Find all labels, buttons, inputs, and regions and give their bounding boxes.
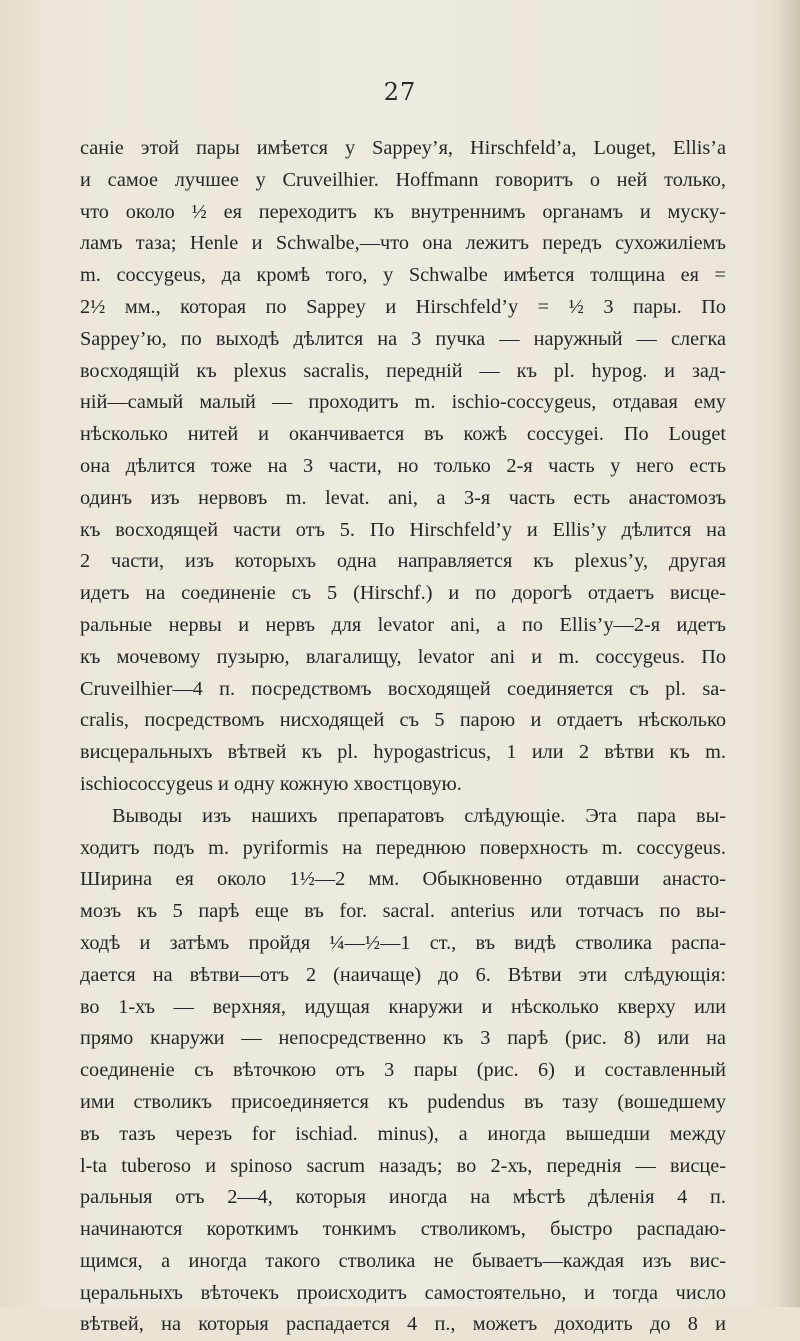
text-line: висцеральныхъ вѣтвей къ pl. hypogastricus, 1 или 2 вѣтви къ m. [80,741,726,764]
text-line: во 1-хъ — верхняя, идущая кнаружи и нѣсколько кверху или [80,995,726,1018]
text-line: дается на вѣтви—отъ 2 (наичаще) до 6. Вѣтви эти слѣдующія: [80,963,726,986]
text-line: восходящій къ plexus sacralis, передній — къ pl. hypog. и зад- [80,359,726,382]
text-line: къ восходящей части отъ 5. По Hirschfeld’y и Ellis’y дѣлится на [80,518,726,541]
text-line: 2 части, изъ которыхъ одна направляется къ plexus’y, другая [80,550,726,573]
text-line: въ тазъ черезъ for ischiad. minus), а иногда вышедши между [80,1122,726,1145]
text-line-paragraph-end: ischiococcygeus и одну кожную хвостцовую. [80,772,462,795]
text-line: что около ½ ея переходитъ къ внутреннимъ органамъ и муску- [80,200,726,223]
text-line: церальныхъ вѣточекъ происходитъ самостоятельно, и тогда число [80,1281,726,1304]
text-line: Ширина ея около 1½—2 мм. Обыкновенно отдавши анасто- [80,868,726,891]
text-line: ральные нервы и нервъ для levator ani, а по Ellis’y—2-я идетъ [80,613,726,636]
text-line: ній—самый малый — проходитъ m. ischio-coccygeus, отдавая ему [80,391,726,414]
text-line: саніе этой пары имѣется у Sappey’я, Hirschfeld’a, Louget, Ellis’a [80,137,726,159]
text-line: Sappey’ю, по выходѣ дѣлится на 3 пучка — наружный — слегка [80,327,726,350]
text-line: къ мочевому пузырю, влагалищу, levator ani и m. coccygeus. По [80,645,726,668]
body-text [80,133,726,1341]
text-line: мозъ къ 5 парѣ еще въ for. sacral. anterius или тотчасъ по вы- [80,900,726,923]
text-line: cralis, посредствомъ нисходящей съ 5 парою и отдаетъ нѣсколько [80,709,726,732]
text-line: одинъ изъ нервовъ m. levat. ani, а 3-я часть есть анастомозъ [80,486,726,509]
text-line: она дѣлится тоже на 3 части, но только 2-я часть у него есть [80,454,726,477]
text-line: идетъ на соединеніе съ 5 (Hirschf.) и по дорогѣ отдаетъ висце- [80,582,726,605]
page-number: 27 [383,78,417,106]
text-line: щимся, а иногда такого стволика не бываетъ—каждая изъ вис- [80,1249,726,1272]
text-line: m. coccygeus, да кромѣ того, у Schwalbe имѣется толщина ея = [80,264,726,287]
text-line: Cruveilhier—4 п. посредствомъ восходящей соединяется съ pl. sa- [80,677,726,700]
text-line-paragraph-start: Выводы изъ нашихъ препаратовъ слѣдующіе. Эта пара вы- [112,804,726,827]
text-line: ламъ таза; Henle и Schwalbe,—что она лежитъ передъ сухожиліемъ [80,232,726,255]
text-line: соединеніе съ вѣточкою отъ 3 пары (рис. 6) и составленный [80,1059,726,1082]
text-line: прямо кнаружи — непосредственно къ 3 парѣ (рис. 8) или на [80,1027,726,1050]
text-line: ими стволикъ присоединяется къ pudendus въ тазу (вошедшему [80,1090,726,1113]
text-line: l-ta tuberoso и spinoso sacrum назадъ; во 2-хъ, переднія — висце- [80,1154,726,1177]
text-line: 2½ мм., которая по Sappey и Hirschfeld’y = ½ 3 пары. По [80,295,726,318]
text-line: нѣсколько нитей и оканчивается въ кожѣ coccygei. По Louget [80,423,726,446]
text-line: ходѣ и затѣмъ пройдя ¼—½—1 ст., въ видѣ стволика распа- [80,931,726,954]
text-line: и самое лучшее у Cruveilhier. Hoffmann говоритъ о ней только, [80,168,726,191]
text-line: вѣтвей, на которыя распадается 4 п., можетъ доходить до 8 и [80,1313,726,1336]
text-line: ходитъ подъ m. pyriformis на переднюю поверхность m. coccygeus. [80,836,726,859]
page-edge-shadow [778,0,800,1307]
text-line: ральныя отъ 2—4, которыя иногда на мѣстѣ дѣленія 4 п. [80,1186,726,1209]
text-line: начинаются короткимъ тонкимъ стволикомъ, быстро распадаю- [80,1218,726,1241]
